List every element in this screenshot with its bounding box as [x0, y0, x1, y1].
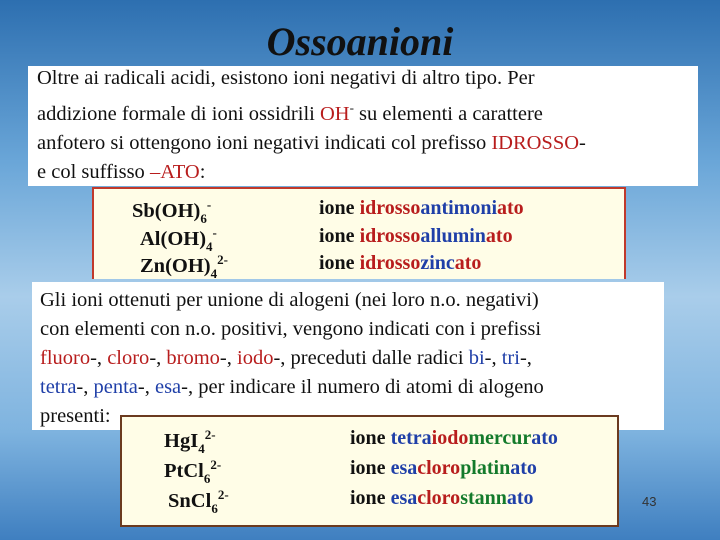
ion-name-idrossoantimoniato: ione idrossoantimoniato	[319, 197, 524, 219]
halo-line-5: presenti:	[40, 405, 111, 427]
page-number: 43	[642, 494, 657, 509]
halo-line-3: fluoro-, cloro-, bromo-, iodo-, preceduti dalle radici bi-, tri-,	[40, 347, 532, 369]
halo-ions-box	[120, 415, 619, 527]
halo-line-1: Gli ioni ottenuti per unione di alogeni (nei loro n.o. negativi)	[40, 289, 539, 311]
formula-hgi4: HgI$_4^{2-}$	[164, 427, 216, 456]
halo-paragraph	[40, 286, 544, 431]
ion-name-idrossozincato: ione idrossozincato	[319, 252, 482, 274]
hydroxo-ions-box	[92, 187, 626, 279]
intro-paragraph	[37, 64, 586, 187]
formula-sncl6: SnCl$_6^{2-}$	[168, 487, 229, 516]
ion-name-esacloroplatinato: ione esacloroplatinato	[350, 457, 537, 479]
intro-line-2: addizione formale di ioni ossidrili OH- su elementi a carattere	[37, 100, 543, 125]
halo-line-4: tetra-, penta-, esa-, per indicare il numero di atomi di alogeno	[40, 376, 544, 398]
halo-line-2: con elementi con n.o. positivi, vengono indicati con i prefissi	[40, 318, 542, 340]
intro-line-1: Oltre ai radicali acidi, esistono ioni negativi di altro tipo. Per	[37, 67, 535, 89]
formula-zn-oh4: $Zn(OH)_4^{2-}$	[140, 252, 228, 281]
ion-name-idrossoalluminato: ione idrossoalluminato	[319, 225, 513, 247]
ion-name-tetraiodomercurato: ione tetraiodomercurato	[350, 427, 558, 449]
formula-al-oh4: $Al(OH)_4^-$	[140, 225, 217, 254]
intro-line-3: anfotero si ottengono ioni negativi indicati col prefisso IDROSSO-	[37, 132, 586, 154]
formula-sb-oh6: $Sb(OH)_6^-$	[132, 197, 212, 226]
ion-name-esaclorostannato: ione esaclorostannato	[350, 487, 534, 509]
formula-ptcl6: PtCl$_6^{2-}$	[164, 457, 222, 486]
intro-line-4: e col suffisso –ATO:	[37, 161, 206, 183]
slide-title: Ossoanioni	[266, 19, 454, 64]
